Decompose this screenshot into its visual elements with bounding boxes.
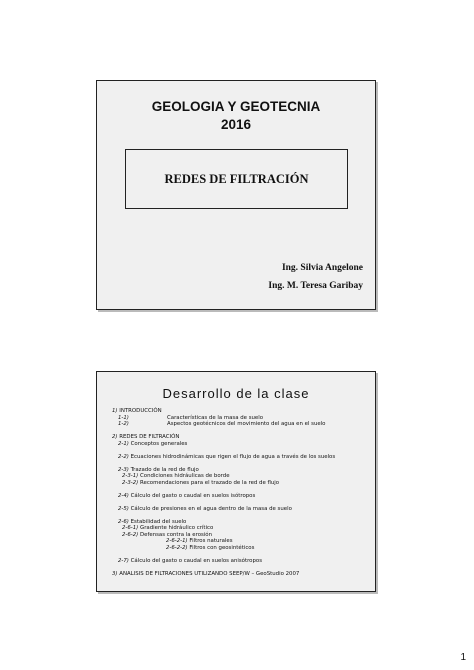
toc-item [112, 480, 367, 487]
toc-text: Filtros naturales [189, 538, 233, 544]
toc-item [112, 506, 367, 513]
toc-number: 2-6-2) [122, 531, 139, 538]
topic-title: REDES DE FILTRACIÓN [164, 171, 309, 186]
toc-number: 2-6) [118, 518, 129, 525]
toc-number: 1-2) [118, 421, 129, 427]
toc-item [112, 493, 367, 500]
toc-text: Gradiente hidráulico crítico [140, 525, 214, 531]
course-title: GEOLOGIA Y GEOTECNIA [151, 99, 321, 114]
toc-text: Cálculo del gasto o caudal en suelos isótropos [130, 492, 256, 499]
toc-number: 2-7) [118, 557, 129, 564]
toc-item [112, 454, 367, 461]
toc-number: 2-6-2-2) [166, 544, 188, 551]
page-number: 1 [460, 652, 466, 663]
toc-text: Estabilidad del suelo [130, 518, 187, 525]
toc-item [112, 421, 367, 428]
toc-number: 2-5) [118, 505, 129, 512]
toc-item [112, 571, 367, 578]
toc-item [112, 545, 367, 552]
toc-text: Características de la masa de suelo [167, 414, 264, 421]
toc-number: 2-2) [118, 453, 129, 460]
toc-item [112, 441, 367, 448]
toc-text: Condiciones hidráulicas de borde [140, 473, 230, 479]
toc-item [112, 558, 367, 565]
toc-number: 2-4) [118, 492, 129, 499]
topic-box [125, 149, 348, 209]
toc-number: 2-3-2) [122, 479, 139, 486]
author-2: Ing. M. Teresa Garibay [268, 281, 363, 291]
toc-text: Trazado de la red de flujo [130, 466, 199, 473]
toc-text: Cálculo de presiones en el agua dentro de la masa de suelo [130, 505, 292, 512]
toc-number: 2-6-2-1) [166, 538, 188, 544]
author-1: Ing. Silvia Angelone [281, 263, 363, 273]
toc-text: Defensas contra la erosión [140, 531, 213, 538]
contents-heading: Desarrollo de la clase [162, 386, 310, 401]
toc-text: Cálculo del gasto o caudal en suelos anisótropos [130, 557, 263, 564]
toc-number: 1) [112, 408, 118, 414]
toc-text: Filtros con geosintéticos [189, 544, 255, 551]
toc-text: Recomendaciones para el trazado de la red de flujo [140, 479, 280, 486]
toc-number: 2-3-1) [122, 473, 139, 479]
toc-text: INTRODUCCIÓN [119, 408, 162, 414]
toc-number: 3) [112, 570, 118, 577]
toc-text: Ecuaciones hidrodinámicas que rigen el flujo de agua a través de los suelos [130, 453, 336, 460]
table-of-contents [112, 408, 367, 577]
toc-number: 2) [112, 434, 118, 440]
title-slide [96, 80, 376, 310]
course-year: 2016 [220, 117, 252, 132]
toc-text: Aspectos geotécnicos del movimiento del agua en el suelo [167, 421, 326, 427]
toc-number: 2-3) [118, 466, 129, 473]
toc-number: 1-1) [118, 414, 129, 421]
contents-slide [96, 371, 376, 592]
toc-number: 2-6-1) [122, 525, 139, 531]
toc-text: Conceptos generales [130, 440, 188, 447]
toc-number: 2-1) [118, 440, 129, 447]
toc-text: ANALISIS DE FILTRACIONES UTILIZANDO SEEP/W – GeoStudio 2007 [119, 570, 300, 577]
toc-text: REDES DE FILTRACIÓN [119, 434, 180, 440]
